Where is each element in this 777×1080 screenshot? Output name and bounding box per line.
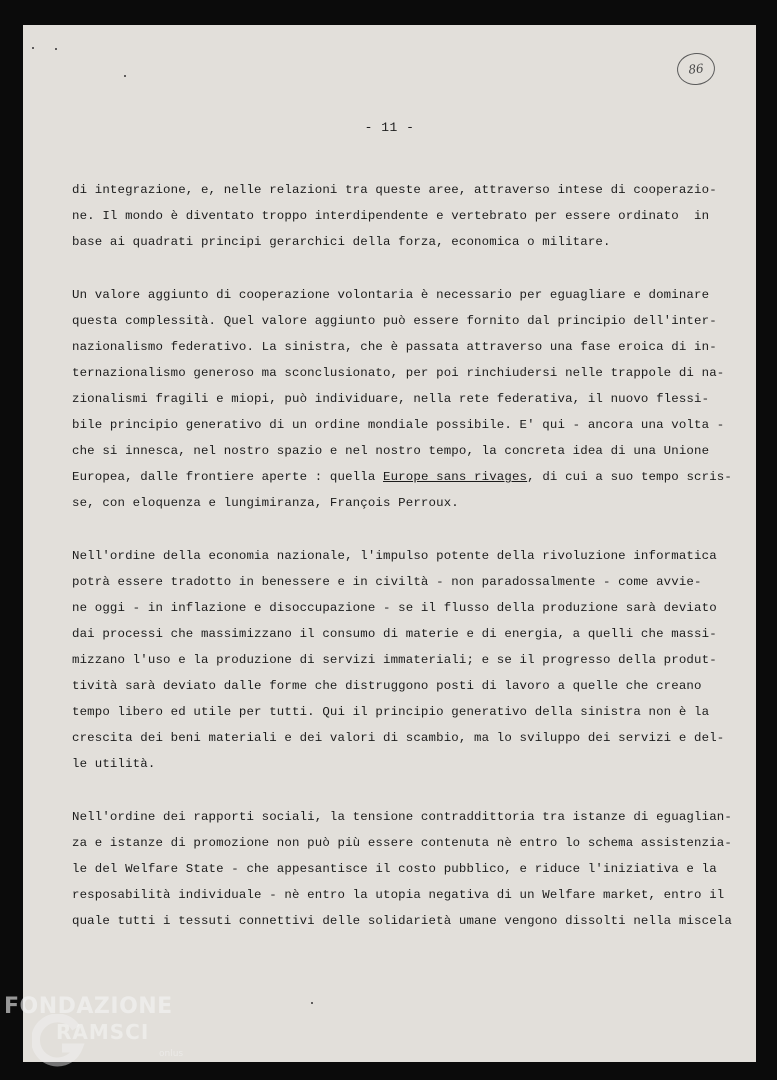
paper-speck bbox=[55, 48, 57, 50]
text-line: le del Welfare State - che appesantisce il costo pubblico, e riduce l'iniziativa e la bbox=[72, 862, 717, 876]
text-line: crescita dei beni materiali e dei valori di scambio, ma lo sviluppo dei servizi e del- bbox=[72, 731, 725, 745]
text-line: di integrazione, e, nelle relazioni tra queste aree, attraverso intese di cooperazio- bbox=[72, 183, 717, 197]
text-fragment: Europea, dalle frontiere aperte : quella bbox=[72, 470, 384, 484]
text-line: tività sarà deviato dalle forme che distruggono posti di lavoro a quelle che creano bbox=[72, 679, 702, 693]
text-line: za e istanze di promozione non può più essere contenuta nè entro lo schema assistenzia- bbox=[72, 836, 732, 850]
watermark-line-1: FONDAZIONE bbox=[4, 994, 173, 1019]
paper-speck bbox=[124, 75, 126, 77]
text-line: questa complessità. Quel valore aggiunto può essere fornito dal principio dell'inter- bbox=[72, 314, 717, 328]
text-line: tempo libero ed utile per tutti. Qui il principio generativo della sinistra non è la bbox=[72, 705, 710, 719]
archive-number-text: 86 bbox=[687, 61, 705, 77]
paragraph-1 bbox=[72, 177, 726, 255]
page-number: - 11 - bbox=[364, 120, 415, 135]
watermark-line-2: RAMSCI bbox=[56, 1020, 150, 1044]
paper-speck bbox=[311, 1002, 313, 1004]
text-line: che si innesca, nel nostro spazio e nel nostro tempo, la concreta idea di una Unione bbox=[72, 444, 710, 458]
text-line: zionalismi fragili e miopi, può individuare, nella rete federativa, il nuovo flessi- bbox=[72, 392, 710, 406]
watermark-onlus: onlus bbox=[159, 1049, 184, 1059]
text-line: Nell'ordine dei rapporti sociali, la tensione contraddittoria tra istanze di eguaglian- bbox=[72, 810, 732, 824]
text-line: mizzano l'uso e la produzione di servizi immateriali; e se il progresso della produt- bbox=[72, 653, 717, 667]
text-line: bile principio generativo di un ordine mondiale possibile. E' qui - ancora una volta - bbox=[72, 418, 725, 432]
text-line: quale tutti i tessuti connettivi delle solidarietà umane vengono dissolti nella miscela bbox=[72, 914, 732, 928]
text-line: dai processi che massimizzano il consumo di materie e di energia, a quelli che massi- bbox=[72, 627, 717, 641]
text-line: resposabilità individuale - nè entro la utopia negativa di un Welfare market, entro il bbox=[72, 888, 725, 902]
paragraph-2 bbox=[72, 282, 732, 516]
underlined-title: Europe sans rivages bbox=[383, 470, 528, 484]
text-line: ternazionalismo generoso ma sconclusionato, per poi rinchiudersi nelle trappole di na- bbox=[72, 366, 725, 380]
archive-page-stamp bbox=[675, 51, 716, 87]
text-line: ne. Il mondo è diventato troppo interdipendente e vertebrato per essere ordinato in bbox=[72, 209, 710, 223]
paper-speck bbox=[32, 47, 34, 49]
document-page bbox=[23, 25, 756, 1062]
text-fragment: , di cui a suo tempo scris- bbox=[527, 470, 732, 484]
text-line: potrà essere tradotto in benessere e in civiltà - non paradossalmente - come avvie- bbox=[72, 575, 702, 589]
text-line: nazionalismo federativo. La sinistra, che è passata attraverso una fase eroica di in- bbox=[72, 340, 717, 354]
paragraph-4 bbox=[72, 804, 732, 934]
fondazione-gramsci-watermark bbox=[4, 994, 204, 1074]
text-line: se, con eloquenza e lungimiranza, François Perroux. bbox=[72, 496, 459, 510]
text-line: base ai quadrati principi gerarchici della forza, economica o militare. bbox=[72, 235, 611, 249]
text-line: le utilità. bbox=[72, 757, 156, 771]
paragraph-3 bbox=[72, 543, 726, 777]
text-line: ne oggi - in inflazione e disoccupazione - se il flusso della produzione sarà deviato bbox=[72, 601, 717, 615]
body-text bbox=[72, 177, 732, 961]
text-line-with-title bbox=[72, 464, 732, 490]
text-line: Nell'ordine della economia nazionale, l'impulso potente della rivoluzione informatica bbox=[72, 549, 717, 563]
text-line: Un valore aggiunto di cooperazione volontaria è necessario per eguagliare e dominare bbox=[72, 288, 710, 302]
